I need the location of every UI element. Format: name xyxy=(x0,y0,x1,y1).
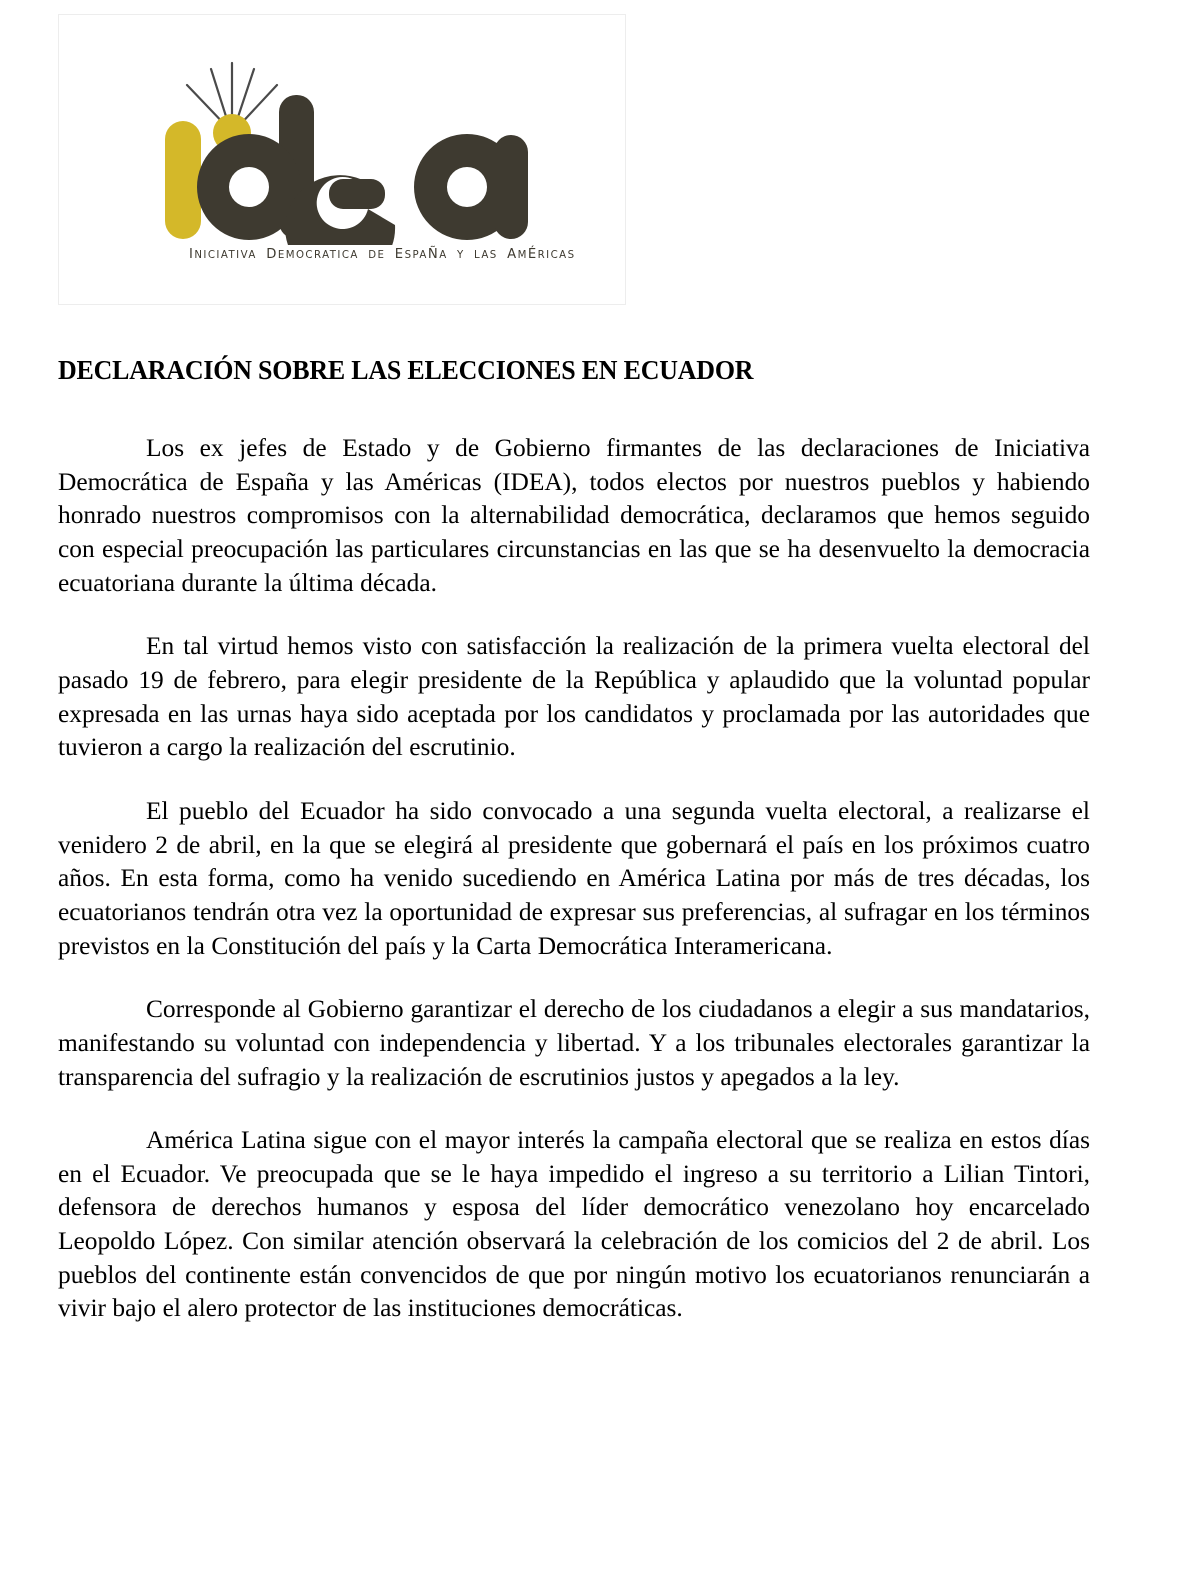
paragraph: América Latina sigue con el mayor interés la campaña electoral que se realiza en estos días en el Ecuador. Ve preocupada que se le haya impedido el ingreso a su territorio a Lilian Tintori, defensora de derechos humanos y esposa del líder democrático venezolano hoy encarcelado Leopoldo López. Con similar atención observará la celebración de los comicios del 2 de abril. Los pueblos del continente están convencidos de que por ningún motivo los ecuatorianos renunciarán a vivir bajo el alero protector de las instituciones democráticas. xyxy=(58,1126,1090,1323)
document-body xyxy=(58,432,1090,1326)
page-title: DECLARACIÓN SOBRE LAS ELECCIONES EN ECUADOR xyxy=(58,355,754,386)
logo-image-frame xyxy=(58,14,626,305)
paragraph: En tal virtud hemos visto con satisfacción la realización de la primera vuelta electoral del pasado 19 de febrero, para elegir presidente de la República y aplaudido que la voluntad popular expresada en las urnas haya sido aceptada por los candidatos y proclamada por las autoridades que tuvieron a cargo la realización del escrutinio. xyxy=(58,632,1090,762)
idea-logo xyxy=(157,51,576,276)
paragraph: Corresponde al Gobierno garantizar el derecho de los ciudadanos a elegir a sus mandatarios, manifestando su voluntad con independencia y libertad. Y a los tribunales electorales garantizar la transparencia del sufragio y la realización de escrutinios justos y apegados a la ley. xyxy=(58,995,1090,1091)
letter-a xyxy=(414,134,528,240)
logo-tagline: INICIATIVA DEMOCRATICA DE ESPAÑA Y LAS AMÉRICAS xyxy=(189,247,576,262)
paragraph: Los ex jefes de Estado y de Gobierno firmantes de las declaraciones de Iniciativa Democrática de España y las Américas (IDEA), todos electos por nuestros pueblos y habiendo honrado nuestros compromisos con la alternabilidad democrática, declaramos que hemos seguido con especial preocupación las particulares circunstancias en las que se ha desenvuelto la democracia ecuatoriana durante la última década. xyxy=(58,434,1090,597)
letter-i-stem xyxy=(165,121,201,239)
paragraph: El pueblo del Ecuador ha sido convocado a una segunda vuelta electoral, a realizarse el venidero 2 de abril, en la que se elegirá al presidente que gobernará el país en los próximos cuatro años. En esta forma, como ha venido sucediendo en América Latina por más de tres décadas, los ecuatorianos tendrán otra vez la oportunidad de expresar sus preferencias, al sufragar en los términos previstos en la Constitución del país y la Carta Democrática Interamericana. xyxy=(58,796,1090,960)
idea-wordmark xyxy=(157,95,537,245)
logo-mark xyxy=(157,51,537,241)
